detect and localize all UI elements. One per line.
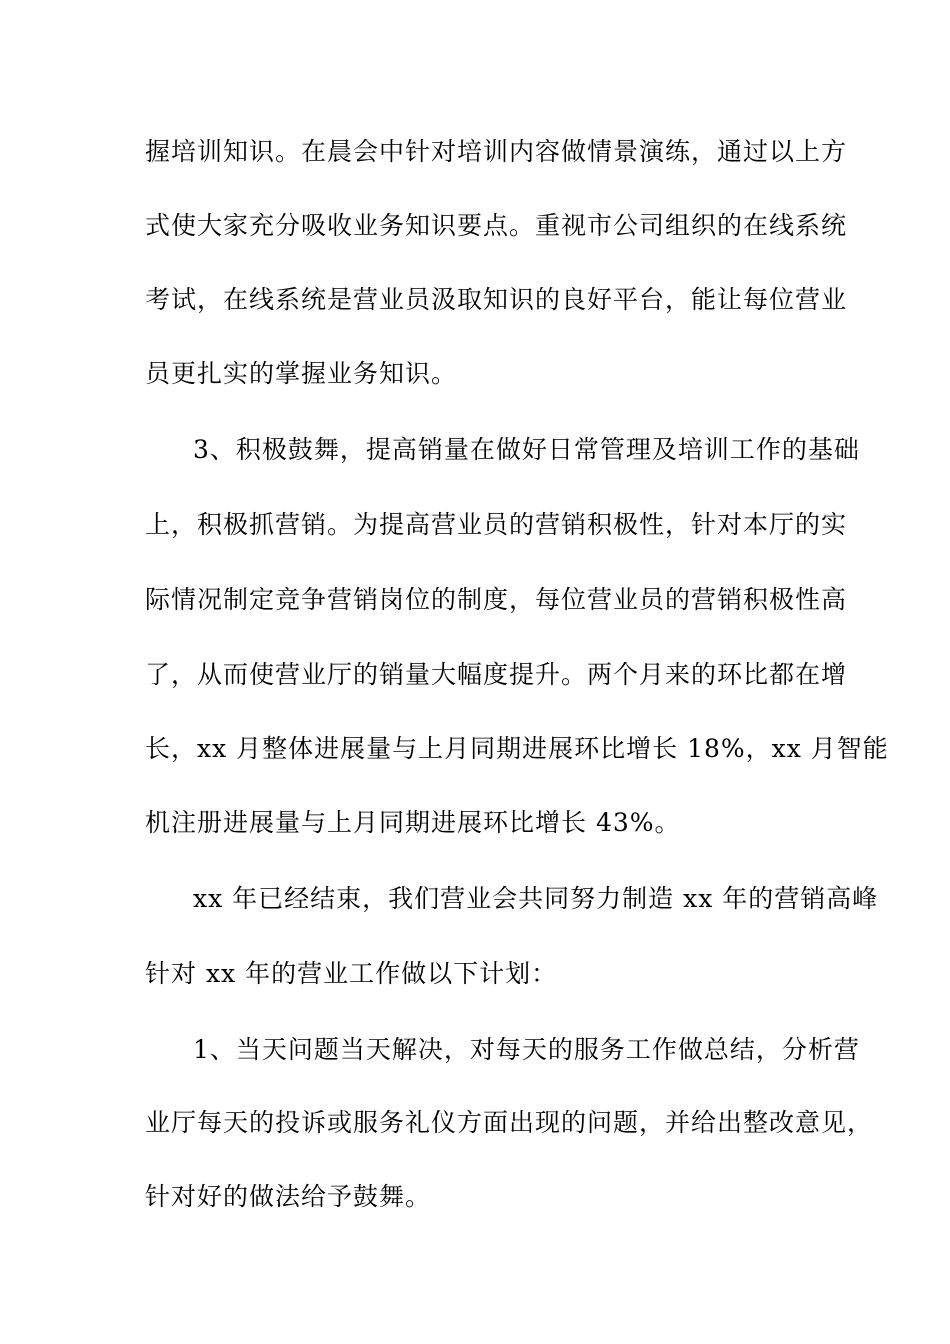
text-line: 际情况制定竞争营销岗位的制度，每位营业员的营销积极性高	[145, 585, 848, 614]
text-line: 考试，在线系统是营业员汲取知识的良好平台，能让每位营业	[145, 285, 848, 314]
text-line: 针对好的做法给予鼓舞。	[145, 1182, 432, 1211]
text-line: 机注册进展量与上月同期进展环比增长 43%。	[145, 808, 681, 837]
text-line: 了，从而使营业厅的销量大幅度提升。两个月来的环比都在增	[145, 660, 848, 689]
text-line: 握培训知识。在晨会中针对培训内容做情景演练，通过以上方	[145, 137, 848, 166]
text-line: 长，xx 月整体进展量与上月同期进展环比增长 18%，xx 月智能	[145, 734, 889, 763]
paragraph-start-line: 1、当天问题当天解决，对每天的服务工作做总结，分析营	[193, 1035, 860, 1064]
text-line: 针对 xx 年的营业工作做以下计划：	[145, 959, 558, 988]
paragraph-start-line: xx 年已经结束，我们营业会共同努力制造 xx 年的营销高峰	[193, 884, 879, 913]
paragraph-start-line: 3、积极鼓舞，提高销量在做好日常管理及培训工作的基础	[193, 435, 860, 464]
text-line: 上，积极抓营销。为提高营业员的营销积极性，针对本厅的实	[145, 510, 848, 539]
text-line: 员更扎实的掌握业务知识。	[145, 359, 458, 388]
text-line: 业厅每天的投诉或服务礼仪方面出现的问题，并给出整改意见，	[145, 1108, 874, 1137]
text-line: 式使大家充分吸收业务知识要点。重视市公司组织的在线系统	[145, 211, 848, 240]
